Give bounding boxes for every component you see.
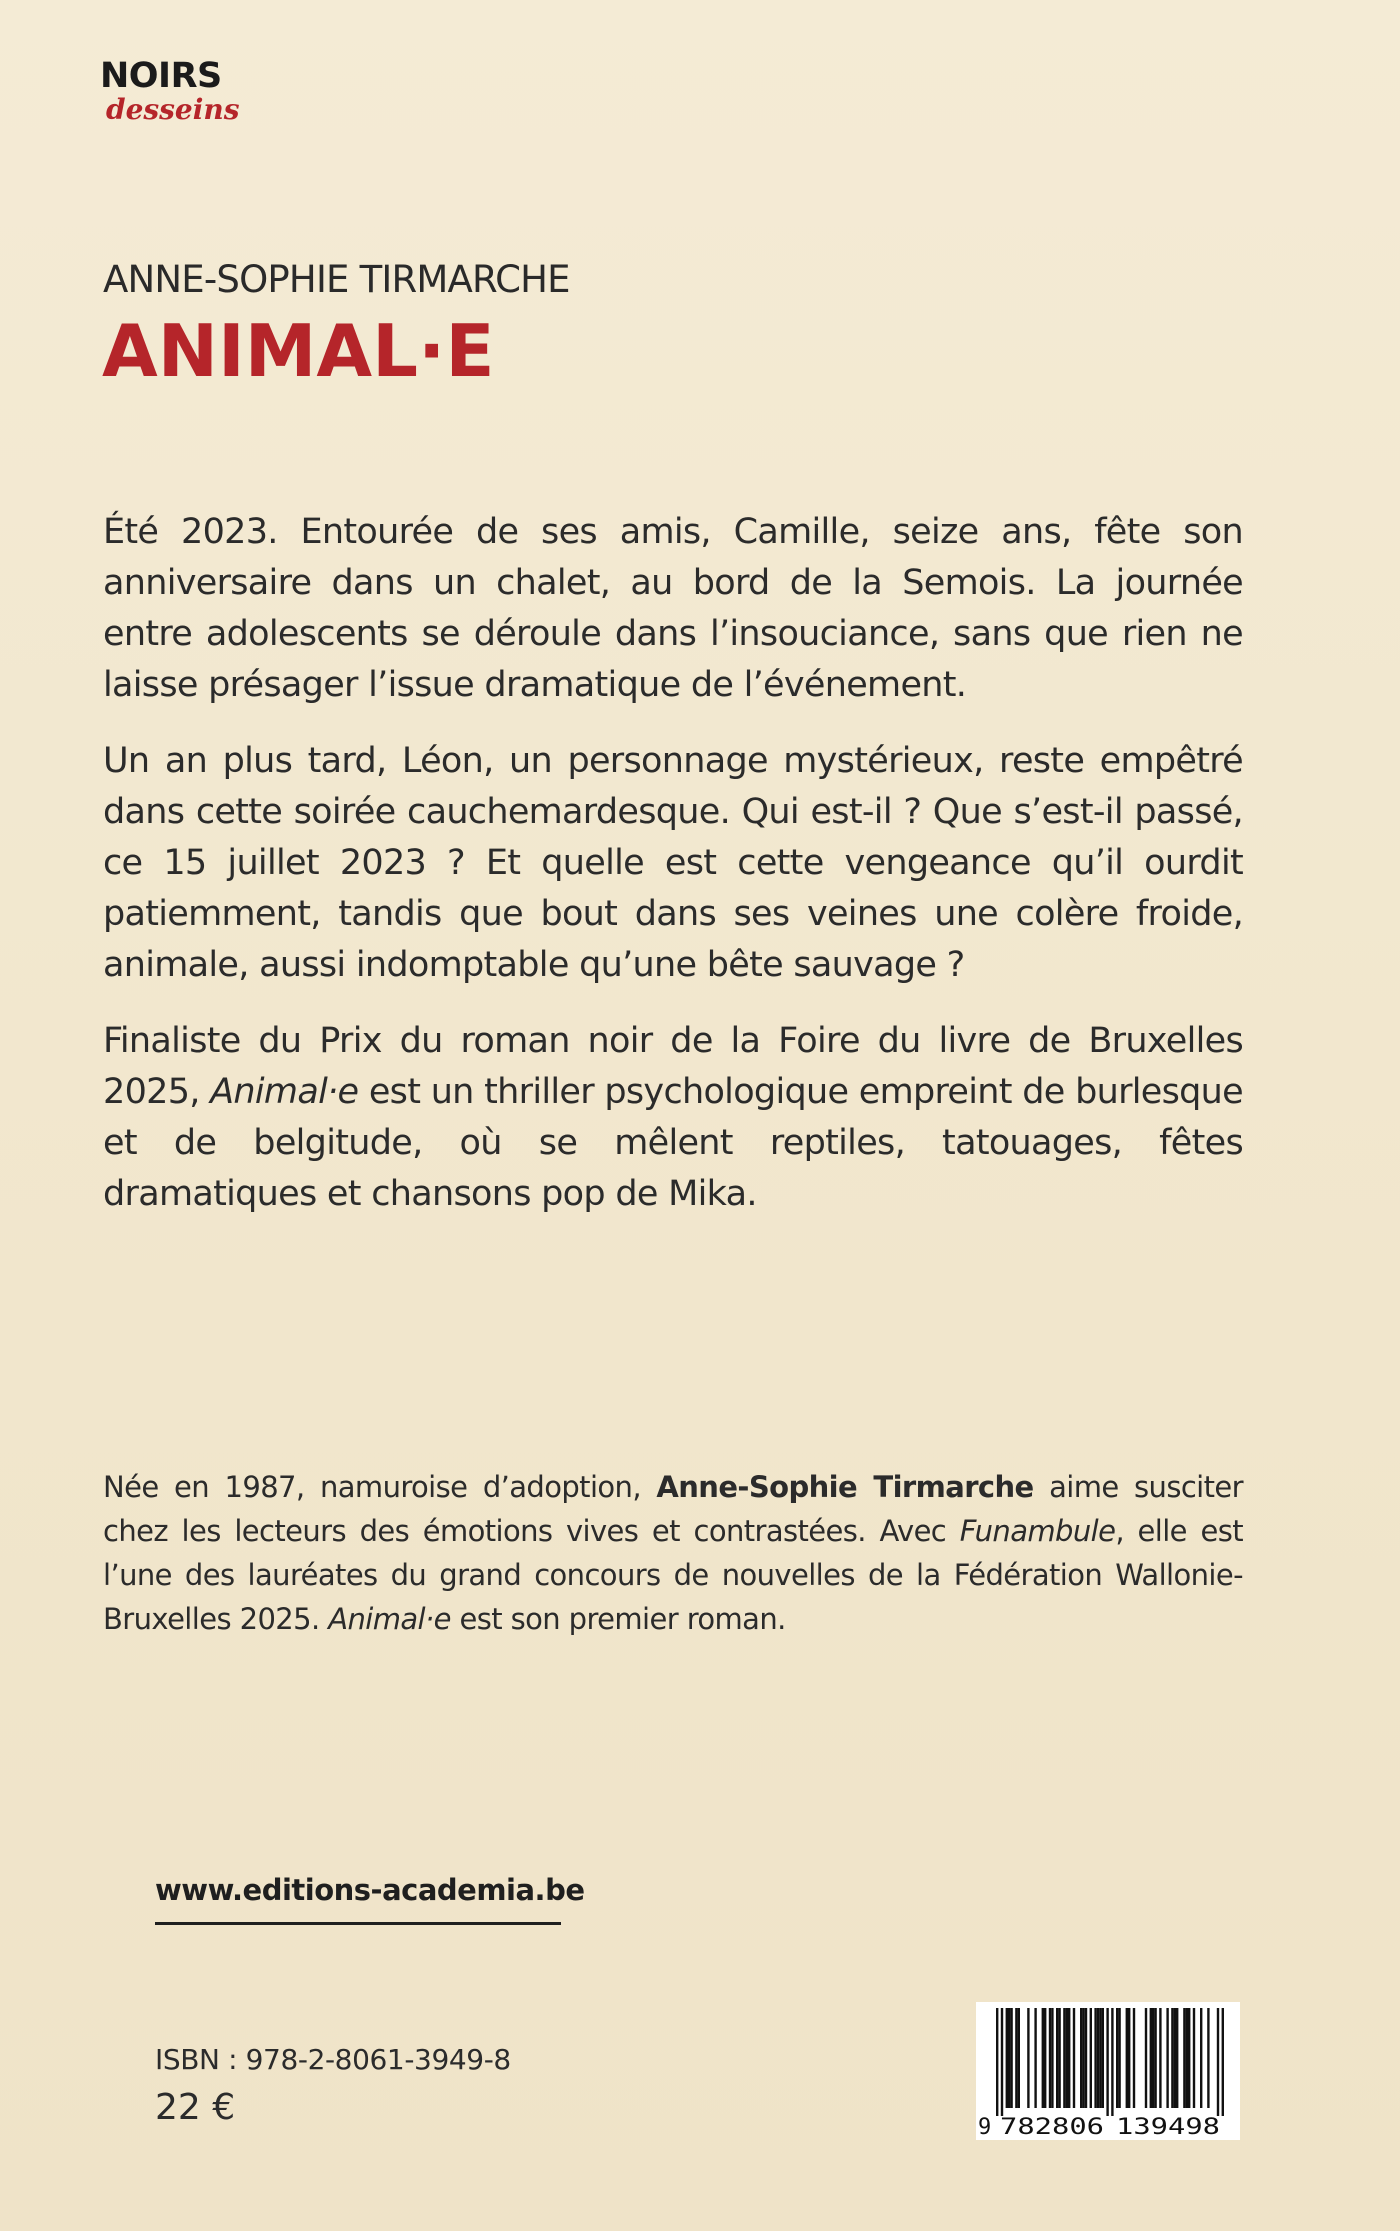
barcode-bar	[1111, 2008, 1113, 2116]
barcode-bar	[1085, 2008, 1087, 2108]
barcode-bar	[1049, 2008, 1051, 2108]
barcode-bar	[1176, 2008, 1178, 2108]
barcode-lead-digit: 9	[978, 2115, 992, 2140]
barcode-bar	[1118, 2008, 1120, 2108]
publisher-logo-line2: desseins	[106, 93, 240, 126]
bio-part-4: est son premier roman.	[450, 1602, 786, 1636]
barcode-bar	[1166, 2008, 1168, 2108]
barcode-bar	[1152, 2008, 1154, 2108]
barcode-bar	[1145, 2008, 1147, 2108]
barcode-bar	[1027, 2008, 1029, 2108]
barcode-bar	[1056, 2008, 1058, 2108]
blurb-paragraph-2: Un an plus tard, Léon, un personnage mystérieux, reste empêtré dans cette soirée cauchemardesque. Qui est-il ? Que s’est-il passé, ce 15 juillet 2023 ? Et quelle est cette vengeance qu’il ourdit patiemment, tandis que bout dans ses veines une colère froide, animale, aussi indomptable qu’une bête sauvage ?	[103, 741, 1243, 985]
barcode-bar	[1183, 2008, 1185, 2108]
barcode-bar	[1171, 2008, 1173, 2108]
barcode-bar	[1051, 2008, 1053, 2108]
bio-author-name: Anne-Sophie Tirmarche	[656, 1470, 1034, 1504]
barcode-bar	[1066, 2008, 1068, 2108]
blurb-paragraph-1: Été 2023. Entourée de ses amis, Camille, seize ans, fête son anniversaire dans un chalet, au bord de la Semois. La journée entre adolescents se déroule dans l’insouciance, sans que rien ne laisse présager l’issue dramatique de l’événement.	[103, 512, 1243, 705]
barcode-bar	[1042, 2008, 1044, 2108]
barcode-bar	[1015, 2008, 1017, 2108]
barcode-bar	[1217, 2008, 1219, 2116]
barcode-bar	[1001, 2008, 1003, 2116]
book-title: ANIMAL·E	[102, 309, 495, 393]
barcode-bar	[1207, 2008, 1209, 2108]
barcode-bar	[1094, 2008, 1096, 2108]
publisher-logo-line1: NOIRS	[100, 56, 222, 96]
barcode-bar	[1097, 2008, 1099, 2108]
blurb-p3-after: est un thriller psychologique empreint de burlesque et de belgitude, où se mêlent reptiles, tatouages, fêtes dramatiques et chansons pop de Mika.	[103, 1072, 1243, 1214]
barcode-bar	[1090, 2008, 1092, 2108]
author-bio	[103, 1465, 1243, 1641]
barcode-bar	[1102, 2008, 1104, 2108]
author-bio-text	[103, 1465, 1243, 1641]
barcode-bar	[1186, 2008, 1188, 2108]
barcode-bar	[1159, 2008, 1161, 2108]
blurb	[103, 507, 1243, 1245]
barcode-bar	[1073, 2008, 1075, 2108]
barcode-graphic	[976, 2002, 1240, 2140]
barcode-bar	[1222, 2008, 1224, 2116]
barcode-bar	[1174, 2008, 1176, 2108]
barcode-bar	[1008, 2008, 1010, 2108]
author-name: ANNE-SOPHIE TIRMARCHE	[103, 258, 570, 301]
barcode-bar	[1006, 2008, 1008, 2108]
barcode-bar	[1099, 2008, 1101, 2108]
publisher-website-link[interactable]: www.editions-academia.be	[155, 1870, 561, 1925]
blurb-paragraph-3	[103, 1016, 1243, 1220]
barcode-right-digits: 139498	[1116, 2115, 1220, 2140]
barcode-bar	[1188, 2008, 1190, 2108]
price: 22 €	[155, 2087, 236, 2128]
bio-part-2: aime susciter chez les lecteurs des émotions vives et contrastées. Avec	[103, 1470, 1243, 1548]
barcode-left-digits: 782806	[1000, 2115, 1104, 2140]
barcode-bar	[1150, 2008, 1152, 2108]
barcode-bar	[1154, 2008, 1156, 2108]
isbn-number: ISBN : 978-2-8061-3949-8	[155, 2043, 511, 2076]
barcode-bar	[1063, 2008, 1065, 2108]
barcode-bar	[1193, 2008, 1195, 2108]
barcode-bar	[1126, 2008, 1128, 2108]
blurb-p3-title: Animal·e	[210, 1072, 359, 1112]
barcode-bar	[1018, 2008, 1020, 2108]
barcode-bar	[1080, 2008, 1082, 2108]
barcode-bar	[1082, 2008, 1084, 2108]
bio-work-title: Funambule	[959, 1514, 1116, 1548]
bio-book-title: Animal·e	[328, 1602, 451, 1636]
barcode-bar	[1133, 2008, 1135, 2108]
barcode-bars	[996, 2008, 1224, 2116]
barcode-bar	[1200, 2008, 1202, 2108]
bio-part-3: , elle est l’une des lauréates du grand concours de nouvelles de la Fédération Wallonie-Bruxelles 2025.	[103, 1514, 1243, 1636]
barcode-bar	[1106, 2008, 1108, 2116]
blurb-p3-before: Finaliste du Prix du roman noir de la Foire du livre de Bruxelles 2025,	[103, 1021, 1243, 1112]
barcode-bar	[1044, 2008, 1046, 2108]
barcode-bar	[996, 2008, 998, 2116]
barcode-bar	[1058, 2008, 1060, 2108]
barcode-bar	[1068, 2008, 1070, 2108]
barcode-bar	[1128, 2008, 1130, 2108]
barcode	[976, 2002, 1240, 2140]
barcode-bar	[1010, 2008, 1012, 2108]
barcode-bar	[1116, 2008, 1118, 2108]
bio-part-1: Née en 1987, namuroise d’adoption,	[103, 1470, 657, 1504]
barcode-bar	[1034, 2008, 1036, 2108]
publisher-logo	[100, 58, 250, 125]
